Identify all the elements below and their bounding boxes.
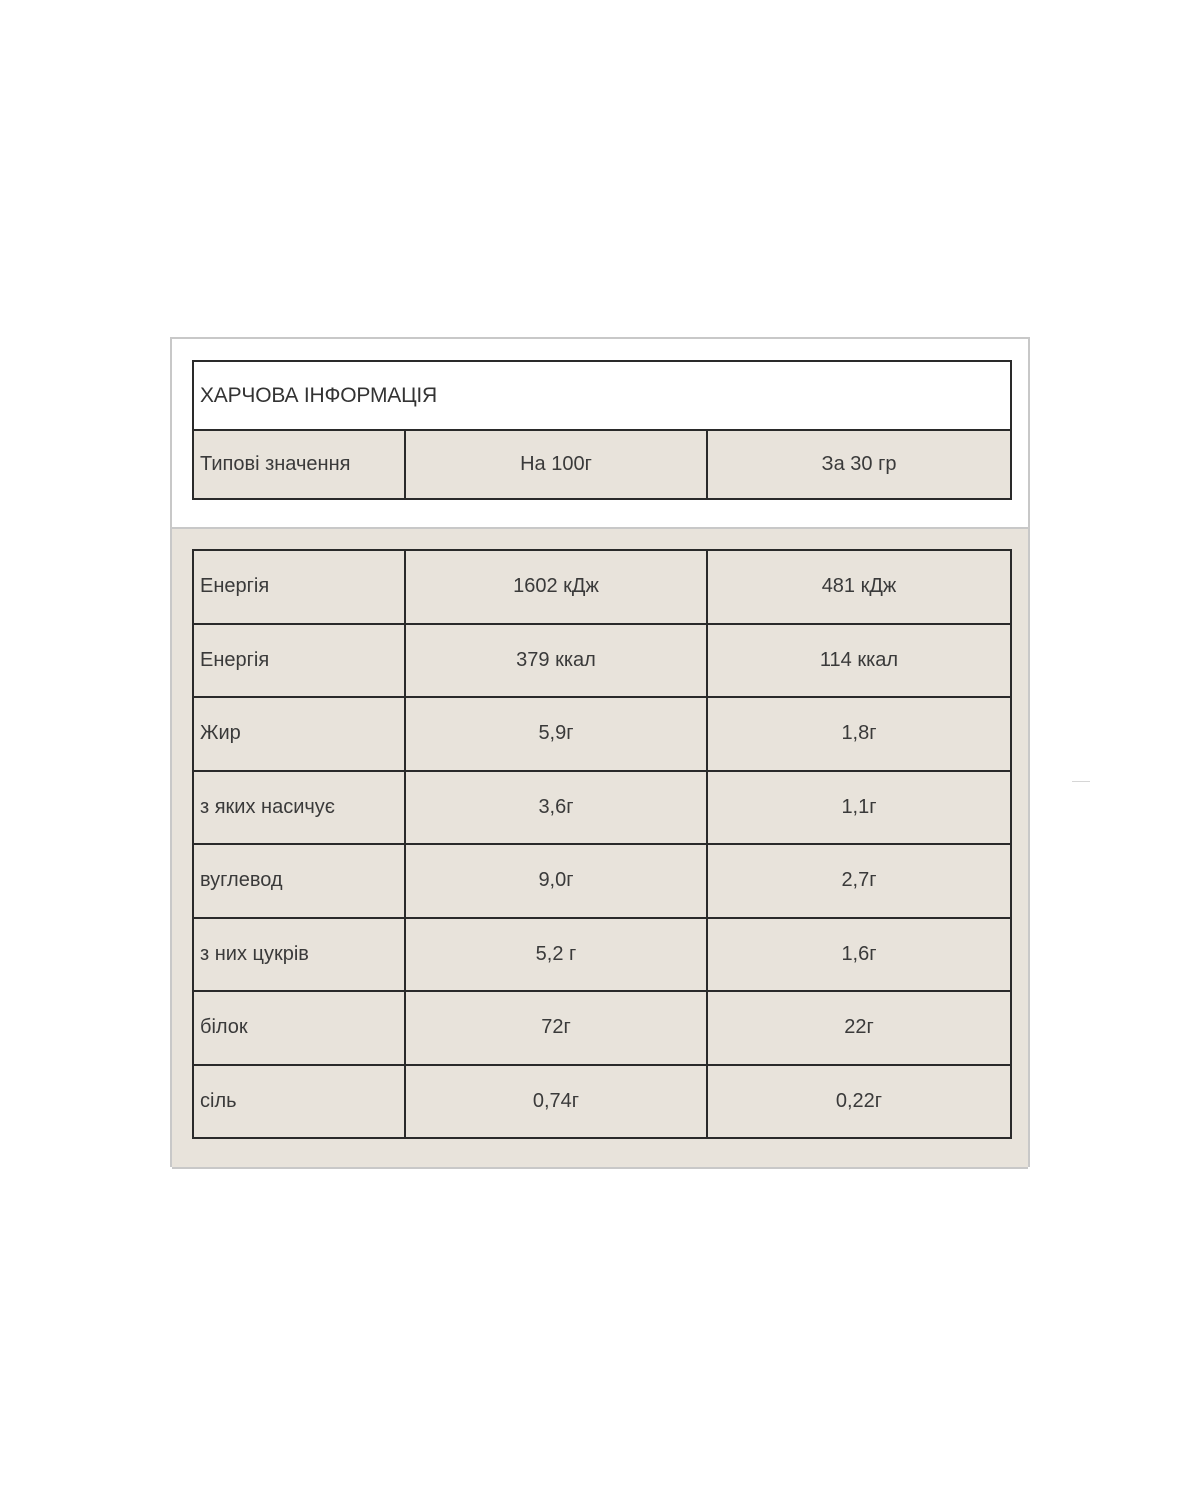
table-row: [193, 844, 1011, 918]
per-30g-value: 114 ккал: [707, 624, 1011, 698]
per-100g-value: 0,74г: [405, 1065, 707, 1139]
divider: [1072, 781, 1090, 782]
per-30g-value: 1,1г: [707, 771, 1011, 845]
table-row: [193, 991, 1011, 1065]
row-label: вуглевод: [193, 844, 405, 918]
row-label: Жир: [193, 697, 405, 771]
per-30g-value: 22г: [707, 991, 1011, 1065]
per-30g-value: 1,8г: [707, 697, 1011, 771]
nutrition-panel: [170, 337, 1030, 1167]
nutrition-title: ХАРЧОВА ІНФОРМАЦІЯ: [193, 361, 1011, 430]
header-per-30g: За 30 гр: [707, 430, 1011, 499]
per-100g-value: 1602 кДж: [405, 550, 707, 624]
table-row: [193, 697, 1011, 771]
per-30g-value: 1,6г: [707, 918, 1011, 992]
header-row: [193, 430, 1011, 499]
per-30g-value: 481 кДж: [707, 550, 1011, 624]
header-typical-values: Типові значення: [193, 430, 405, 499]
table-row: [193, 550, 1011, 624]
per-100g-value: 72г: [405, 991, 707, 1065]
nutrition-body-section: [172, 529, 1028, 1169]
table-row: [193, 1065, 1011, 1139]
per-100g-value: 379 ккал: [405, 624, 707, 698]
row-label: з них цукрів: [193, 918, 405, 992]
per-100g-value: 5,9г: [405, 697, 707, 771]
nutrition-header-section: [172, 339, 1028, 529]
row-label: білок: [193, 991, 405, 1065]
per-30g-value: 2,7г: [707, 844, 1011, 918]
header-per-100g: На 100г: [405, 430, 707, 499]
nutrition-values-table: [192, 549, 1012, 1139]
row-label: з яких насичує: [193, 771, 405, 845]
nutrition-header-table: [192, 360, 1012, 500]
row-label: Енергія: [193, 550, 405, 624]
per-100g-value: 3,6г: [405, 771, 707, 845]
table-row: [193, 624, 1011, 698]
table-row: [193, 918, 1011, 992]
row-label: Енергія: [193, 624, 405, 698]
table-row: [193, 771, 1011, 845]
per-100g-value: 5,2 г: [405, 918, 707, 992]
per-100g-value: 9,0г: [405, 844, 707, 918]
per-30g-value: 0,22г: [707, 1065, 1011, 1139]
row-label: сіль: [193, 1065, 405, 1139]
